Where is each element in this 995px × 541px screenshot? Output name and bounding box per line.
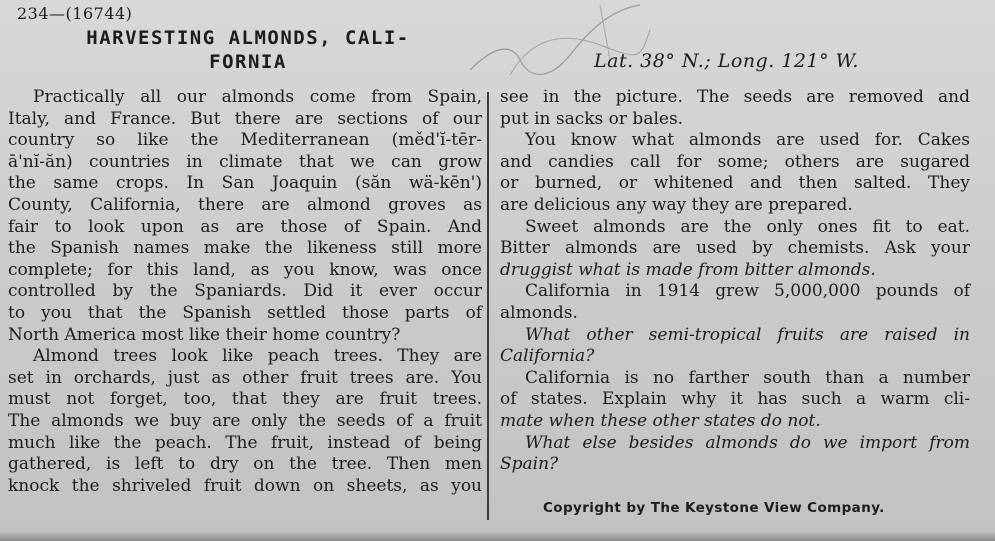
text-line: What else besides almonds do we import from [525,432,970,453]
text-line: Sweet almonds are the only ones fit to eat. [525,216,970,237]
text-line: druggist what is made from bitter almonds. [500,259,876,280]
text-line: California in 1914 grew 5,000,000 pounds of [525,281,970,302]
text-line: almonds. [500,302,578,323]
text-line: Italy, and France. But there are sections of our [8,108,482,129]
text-line: mate when these other states do not. [500,410,821,431]
text-line: set in orchards, just as other fruit trees are. You [8,367,482,388]
text-line: put in sacks or bales. [500,108,684,129]
text-line: fair to look upon as are those of Spain. And [8,216,482,237]
text-line: Practically all our almonds come from Spain, [33,87,482,107]
text-line: California? [500,346,595,367]
text-line: What other semi-tropical fruits are raised in [525,324,970,345]
text-line: You know what almonds are used for. Cakes [525,130,970,151]
card-title-line-2: FORNIA [209,51,287,73]
text-line: ā'nĭ-ăn) countries in climate that we can grow [8,151,482,172]
text-line: see in the picture. The seeds are removed and [500,87,970,107]
text-line: Spain? [500,454,559,475]
text-line: County, California, there are almond groves as [8,194,482,215]
left-text-column [8,87,482,497]
text-line: the Spanish names make the likeness still more [8,238,482,259]
text-line: The almonds we buy are only the seeds of a fruit [8,410,482,431]
text-line: complete; for this land, as you know, was once [8,259,482,280]
text-line: Bitter almonds are used by chemists. Ask your [500,238,970,259]
text-line: California is no farther south than a number [525,367,970,388]
text-line: knock the shriveled fruit down on sheets, as you [8,475,482,496]
text-line: the same crops. In San Joaquin (săn wä-kēn') [8,173,482,194]
text-line: must not forget, too, that they are fruit trees. [8,389,482,410]
text-line: and candies call for some; others are sugared [500,151,970,172]
text-line: controlled by the Spaniards. Did it ever occur [8,281,482,302]
text-line: gathered, is left to dry on the tree. Then men [8,454,482,475]
text-line: much like the peach. The fruit, instead of being [8,432,482,453]
text-line: country so like the Mediterranean (měd'ĭ-tēr- [8,130,482,151]
card-bottom-edge [0,531,995,541]
pencil-scribble [450,0,670,90]
column-divider [487,92,489,520]
text-line: are delicious any way they are prepared. [500,194,853,215]
card-serial-number: 234—(16744) [17,4,133,23]
right-text-column [500,87,970,476]
latitude-longitude: Lat. 38° N.; Long. 121° W. [594,50,859,72]
text-line: of states. Explain why it has such a warm cli- [500,389,970,410]
card-title [20,26,476,74]
text-line: Almond trees look like peach trees. They are [33,346,482,367]
copyright-line: Copyright by The Keystone View Company. [543,500,885,516]
card-title-line-1: HARVESTING ALMONDS, CALI- [86,27,410,49]
text-line: to you that the Spanish settled those parts of [8,302,482,323]
text-line: North America most like their home country? [8,324,401,345]
text-line: or burned, or whitened and then salted. They [500,173,970,194]
